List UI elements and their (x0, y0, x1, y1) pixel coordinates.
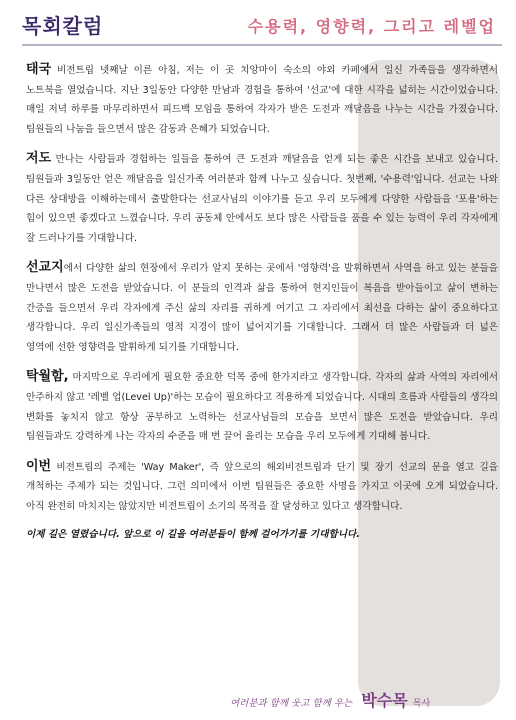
paragraph-1 (26, 60, 498, 139)
paragraph-lead: 선교지 (26, 260, 64, 276)
column-body (26, 60, 498, 544)
signature-title: 목사 (412, 699, 431, 709)
signature-phrase: 여러분과 함께 웃고 함께 우는 (230, 698, 353, 709)
paragraph-5 (26, 457, 498, 517)
paragraph-text: 만나는 사람들과 경험하는 일들을 통하여 큰 도전과 깨달음을 얻게 되는 좋은 시간을 보내고 있습니다. 팀원들과 3일동안 얻은 깨달음을 일신가족 여러분과 함께 나누고 싶습니다. 첫번째, '수용력'입니다. 선교는 나와 다른 상대방을 이해하는데서 출발한다는 선교사님의 이야기를 듣고 우리 모두에게 다양한 사람들을 '포용'하는 힘이 있으면 좋겠다고 느꼈습니다. 우리 공동체 안에서도 보다 많은 사람들을 품을 수 있는 능력이 우리 각자에게 잘 드러나기를 기대합니다. (26, 154, 498, 244)
paragraph-4 (26, 367, 498, 446)
paragraph-text: 비전트립의 주제는 'Way Maker', 즉 앞으로의 해외비전트립과 단기 및 장기 선교의 문을 열고 길을 개척하는 주제가 되는 것입니다. 그런 의미에서 이번 팀원들은 중요한 사명을 가지고 이곳에 오게 되었습니다. 아직 완전히 마치지는 않았지만 비전트립이 소기의 목적을 잘 달성하고 있다고 생각합니다. (26, 461, 498, 512)
column-title: 수용력, 영향력, 그리고 레벨업 (247, 17, 496, 36)
column-header (22, 6, 502, 42)
paragraph-lead: 저도 (26, 151, 52, 167)
paragraph-3 (26, 258, 498, 357)
paragraph-lead: 탁월함, (26, 369, 69, 385)
column-name: 목회칼럼 (22, 14, 104, 38)
closing-line: 이제 길은 열렸습니다. 앞으로 이 길을 여러분들이 함께 걸어가기를 기대합니다. (26, 529, 360, 541)
paragraph-text: 에서 다양한 삶의 현장에서 우리가 알지 못하는 곳에서 '영향력'을 발휘하면서 사역을 하고 있는 분들을 만나면서 많은 도전을 받았습니다. 이 분들의 인격과 삶을 통하여 현지인들이 복음을 받아들이고 삶이 변하는 간증을 들으면서 우리 각자에게 주신 삶의 자리를 귀하게 여기고 그 자리에서 최선을 다하는 삶이 중요하다고 생각합니다. 우리 일신가족들의 영적 지경이 많이 넓어지기를 기대합니다. 그래서 더 많은 사람들과 더 넓은 영역에 선한 영향력을 발휘하게 되기를 기대합니다. (26, 263, 498, 353)
paragraph-2 (26, 149, 498, 248)
signature (230, 688, 500, 711)
signature-name: 박수목 (361, 691, 408, 710)
paragraph-lead: 태국 (26, 62, 52, 77)
paragraph-lead: 이번 (26, 458, 52, 474)
paragraph-text: 비전트립 넷째날 이른 아침, 저는 이 곳 치앙마이 숙소의 야외 카페에서 일신 가족들을 생각하면서 노트북을 열었습니다. 지난 3일동안 다양한 만남과 경험을 통하여 '선교'에 대한 시각을 넓히는 시간이었습니다. 매일 저녁 하루를 마무리하면서 피드백 모임을 통하여 각자가 받은 도전과 깨달음을 나누는 시간을 가졌습니다. 팀원들의 나눔을 들으면서 많은 감동과 은혜가 되었습니다. (26, 65, 498, 135)
paragraph-text: 마지막으로 우리에게 필요한 중요한 덕목 중에 한가지라고 생각합니다. 각자의 삶과 사역의 자리에서 안주하지 않고 '레벨 업(Level Up)'하는 모습이 필요하다고 적용하게 되었습니다. 시대의 흐름과 사람들의 생각의 변화를 놓치지 않고 항상 공부하고 노력하는 선교사님들의 모습을 보면서 많은 도전을 받았습니다. 우리 팀원들과도 강력하게 나는 각자의 수준을 매 번 끌어 올리는 모습을 우리 모두에게 기대해 봅니다. (26, 372, 498, 443)
header-divider (22, 44, 502, 46)
